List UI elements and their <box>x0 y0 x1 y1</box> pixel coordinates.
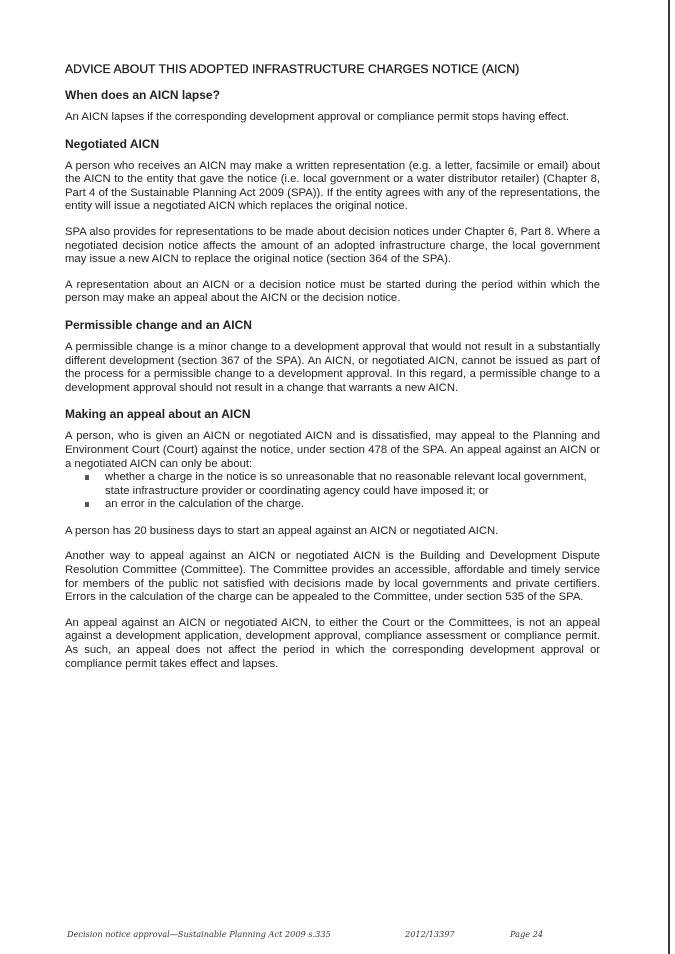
paragraph: An appeal against an AICN or negotiated AICN, to either the Court or the Committees, is not an appeal against a development application, development approval, compliance assessment or compliance permit. As such, an appeal does not affect the period in which the corresponding development approval or compliance permit takes effect and lapses. <box>65 616 600 670</box>
document-page <box>65 62 600 683</box>
section-making-appeal <box>65 407 600 671</box>
section-heading: Permissible change and an AICN <box>65 317 252 332</box>
paragraph: SPA also provides for representations to be made about decision notices under Chapter 6, Part 8. Where a negotiated decision notice affects the amount of an adopted infrastructure charge, the local government may issue a new AICN to replace the original notice (section 364 of the SPA). <box>65 225 600 266</box>
square-bullet-icon <box>85 475 89 480</box>
section-aicn-lapse <box>65 88 600 125</box>
square-bullet-icon <box>85 502 89 507</box>
list-item <box>65 471 600 498</box>
list-item-text: whether a charge in the notice is so unreasonable that no reasonable relevant local government, state infrastructure provider or coordinating agency could have imposed it; or <box>105 471 587 497</box>
document-title: ADVICE ABOUT THIS ADOPTED INFRASTRUCTURE CHARGES NOTICE (AICN) <box>65 62 520 76</box>
list-item <box>65 498 600 512</box>
section-heading: When does an AICN lapse? <box>65 88 220 102</box>
section-heading: Negotiated AICN <box>65 136 160 151</box>
section-heading: Making an appeal about an AICN <box>65 407 251 422</box>
footer-reference-number: 2012/13397 <box>405 929 455 939</box>
page-edge-rule <box>668 0 670 954</box>
footer-document-name: Decision notice approval—Sustainable Planning Act 2009 s.335 <box>67 929 331 939</box>
section-permissible-change <box>65 318 600 395</box>
footer-page-number: Page 24 <box>510 929 544 939</box>
paragraph: A permissible change is a minor change to a development approval that would not result in a substantially different development (section 367 of the SPA). An AICN, or negotiated AICN, cannot be issued as part of the process for a permissible change to a development approval. In this regard, a permissible change to a development approval should not result in a change that warrants a new AICN. <box>65 340 600 394</box>
paragraph: A person who receives an AICN may make a written representation (e.g. a letter, facsimile or email) about the AICN to the entity that gave the notice (i.e. local government or a water distributor retailer) (Chapter 8, Part 4 of the Sustainable Planning Act 2009 (SPA)). If the entity agrees with any of the representations, the entity will issue a negotiated AICN which replaces the original notice. <box>65 159 600 213</box>
paragraph: A person has 20 business days to start an appeal against an AICN or negotiated AICN. <box>65 524 499 537</box>
paragraph: An AICN lapses if the corresponding development approval or compliance permit stops having effect. <box>65 111 570 123</box>
appeal-grounds-list <box>65 471 600 512</box>
paragraph: Another way to appeal against an AICN or negotiated AICN is the Building and Development Dispute Resolution Committee (Committee). The Committee provides an accessible, affordable and timely service for members of the public not satisfied with decisions made by local governments and private certifiers. Errors in the calculation of the charge can be appealed to the Committee, under section 535 of the SPA. <box>65 550 600 604</box>
paragraph: A person, who is given an AICN or negotiated AICN and is dissatisfied, may appeal to the Planning and Environment Court (Court) against the notice, under section 478 of the SPA. An appeal against an AICN or a negotiated AICN can only be about: <box>65 430 600 470</box>
list-item-text: an error in the calculation of the charge. <box>105 498 305 511</box>
paragraph: A representation about an AICN or a decision notice must be started during the period within which the person may make an appeal about the AICN or the decision notice. <box>65 278 600 305</box>
section-negotiated-aicn <box>65 137 600 306</box>
